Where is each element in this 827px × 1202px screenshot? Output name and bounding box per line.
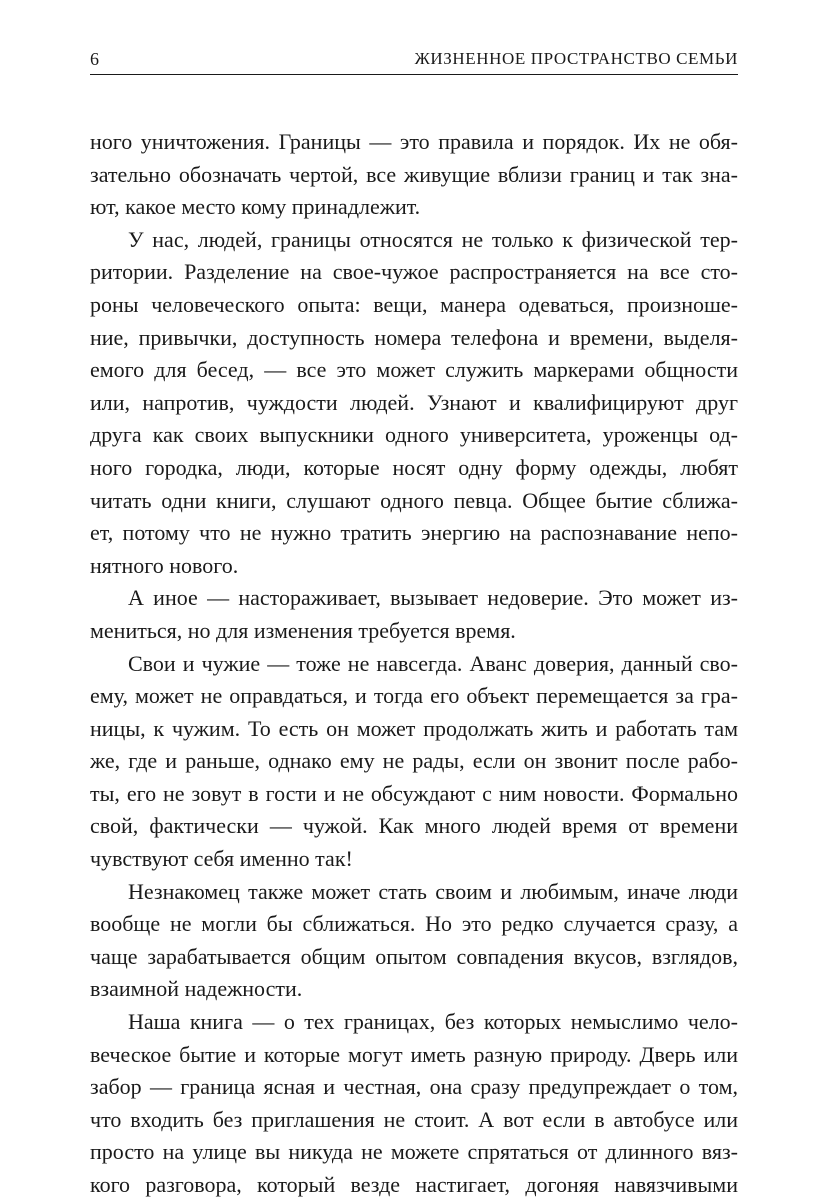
text-line: чаще зарабатывается общим опытом совпадения вкусов, взглядов, xyxy=(90,943,738,969)
text-line: свой, фактически — чужой. Как много людей время от времени xyxy=(90,813,738,839)
paragraph xyxy=(90,1006,738,1202)
text-line: ного городка, люди, которые носят одну форму одежды, любят xyxy=(90,454,738,480)
text-line: чувствуют себя именно так! xyxy=(90,846,353,872)
paragraph xyxy=(90,126,738,224)
text-line: друга как своих выпускники одного университета, уроженцы од- xyxy=(90,422,738,448)
paragraph xyxy=(90,648,738,876)
text-line: ют, какое место кому принадлежит. xyxy=(90,194,421,220)
text-line: или, напротив, чуждости людей. Узнают и квалифицируют друг xyxy=(90,389,738,415)
text-line: Незнакомец также может стать своим и любимым, иначе люди xyxy=(128,878,738,904)
body-text xyxy=(90,126,738,1202)
text-line: вообще не могли бы сближаться. Но это редко случается сразу, а xyxy=(90,911,738,937)
text-line: ницы, к чужим. То есть он может продолжать жить и работать там xyxy=(90,715,738,741)
paragraph xyxy=(90,582,738,647)
page-number: 6 xyxy=(90,49,99,69)
text-line: емого для бесед, — все это может служить маркерами общности xyxy=(90,357,738,383)
text-line: роны человеческого опыта: вещи, манера одеваться, произноше- xyxy=(90,291,738,317)
text-line: ного уничтожения. Границы — это правила и порядок. Их не обя- xyxy=(90,129,738,154)
text-line: ему, может не оправдаться, и тогда его объект перемещается за гра- xyxy=(90,683,738,709)
text-line: Свои и чужие — тоже не навсегда. Аванс доверия, данный сво- xyxy=(128,650,738,676)
running-head xyxy=(90,44,738,75)
text-line: Наша книга — о тех границах, без которых немыслимо чело- xyxy=(128,1009,738,1035)
text-line: кого разговора, который везде настигает, догоняя навязчивыми xyxy=(90,1172,738,1197)
text-line: же, где и раньше, однако ему не рады, если он звонит после рабо- xyxy=(90,748,738,774)
text-line: просто на улице вы никуда не можете спрятаться от длинного вяз- xyxy=(90,1139,738,1165)
text-line: У нас, людей, границы относятся не только к физической тер- xyxy=(128,226,738,252)
paragraph xyxy=(90,876,738,1006)
text-line: взаимной надежности. xyxy=(90,976,303,1002)
text-line: мениться, но для изменения требуется время. xyxy=(90,617,516,643)
text-line: что входить без приглашения не стоит. А вот если в автобусе или xyxy=(90,1106,738,1132)
paragraph xyxy=(90,224,738,583)
text-line: ние, привычки, доступность номера телефона и времени, выделя- xyxy=(90,324,738,350)
text-line: ет, потому что не нужно тратить энергию на распознавание непо- xyxy=(90,520,738,546)
text-line: нятного нового. xyxy=(90,552,239,578)
text-line: читать одни книги, слушают одного певца. Общее бытие сближа- xyxy=(90,487,738,513)
text-line: веческое бытие и которые могут иметь разную природу. Дверь или xyxy=(90,1041,738,1067)
text-line: ты, его не зовут в гости и не обсуждают с ним новости. Формально xyxy=(90,780,738,806)
text-line: забор — граница ясная и честная, она сразу предупреждает о том, xyxy=(90,1074,738,1100)
text-line: зательно обозначать чертой, все живущие вблизи границ и так зна- xyxy=(90,161,738,187)
text-line: А иное — настораживает, вызывает недоверие. Это может из- xyxy=(128,585,738,611)
text-line: ритории. Разделение на свое-чужое распространяется на все сто- xyxy=(90,259,738,285)
running-title: ЖИЗНЕННОЕ ПРОСТРАНСТВО СЕМЬИ xyxy=(414,49,738,68)
